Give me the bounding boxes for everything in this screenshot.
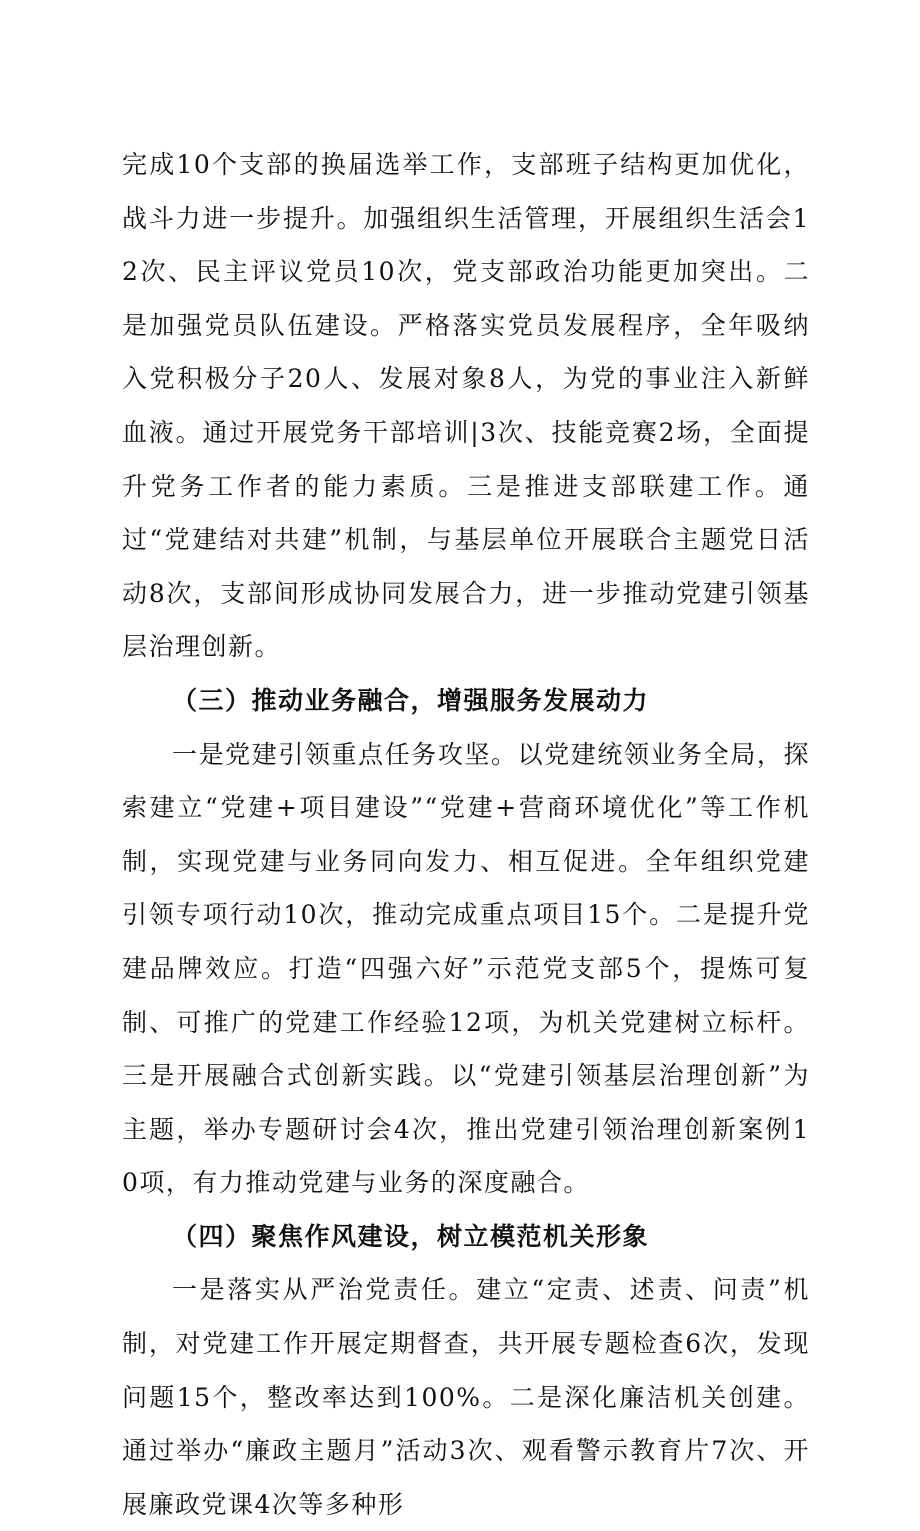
section-heading-3: （三）推动业务融合，增强服务发展动力 [172,685,650,715]
body-paragraph-3: 一是落实从严治党责任。建立“定责、述责、问责”机制，对党建工作开展定期督查，共开展专题检查6次，发现问题15个，整改率达到100%。二是深化廉洁机关创建。通过举办“廉政主题月”活动3次、观看警示教育片7次、开展廉政党课4次等多种形 [122,1275,810,1519]
section-heading-4: （四）聚焦作风建设，树立模范机关形象 [172,1221,650,1251]
body-paragraph-2: 一是党建引领重点任务攻坚。以党建统领业务全局，探索建立“党建+项目建设”“党建+营商环境优化”等工作机制，实现党建与业务同向发力、相互促进。全年组织党建引领专项行动10次，推动完成重点项目15个。二是提升党建品牌效应。打造“四强六好”示范党支部5个，提炼可复制、可推广的党建工作经验12项，为机关党建树立标杆。三是开展融合式创新实践。以“党建引领基层治理创新”为主题，举办专题研讨会4次，推出党建引领治理创新案例10项，有力推动党建与业务的深度融合。 [122,739,810,1198]
body-paragraph-1: 完成10个支部的换届选举工作，支部班子结构更加优化，战斗力进一步提升。加强组织生活管理，开展组织生活会12次、民主评议党员10次，党支部政治功能更加突出。二是加强党员队伍建设。严格落实党员发展程序，全年吸纳入党积极分子20人、发展对象8人，为党的事业注入新鲜血液。通过开展党务干部培训|3次、技能竞赛2场，全面提升党务工作者的能力素质。三是推进支部联建工作。通过“党建结对共建”机制，与基层单位开展联合主题党日活动8次，支部间形成协同发展合力，进一步推动党建引领基层治理创新。 [122,150,810,662]
